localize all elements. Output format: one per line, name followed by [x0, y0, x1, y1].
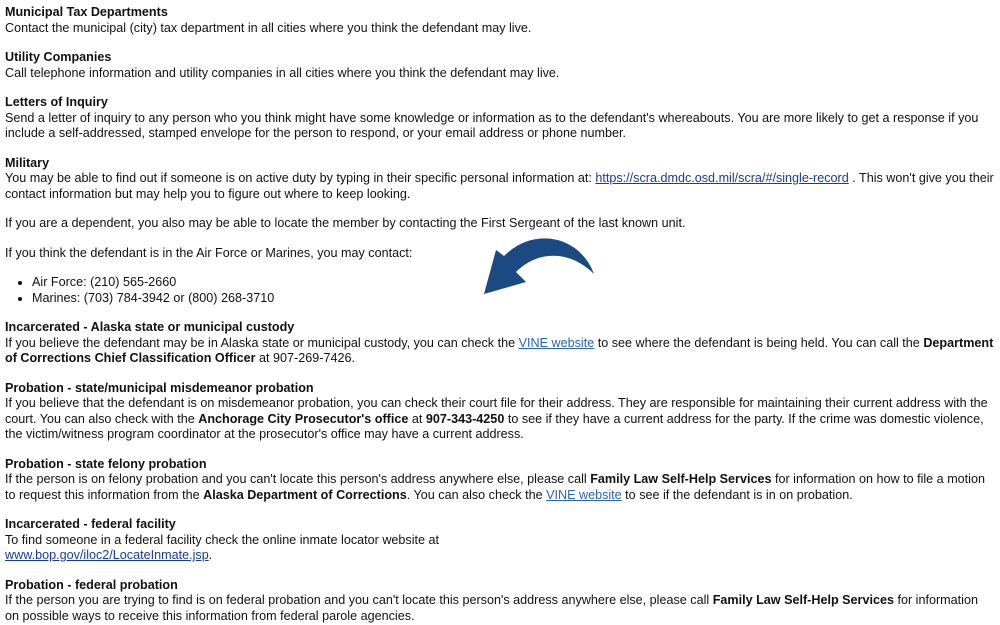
list-item: • Marines: (703) 784-3942 or (800) 268-3710	[32, 291, 995, 307]
bold-text: Department of Corrections Chief Classification Officer	[5, 335, 994, 365]
section-incarcerated-federal	[5, 517, 995, 564]
section-military	[5, 156, 995, 203]
bold-text: Alaska Department of Corrections	[203, 487, 407, 502]
bop-locator-link[interactable]: www.bop.gov/iloc2/LocateInmate.jsp	[5, 548, 209, 562]
body-text: at	[408, 411, 426, 426]
section-body: Contact the municipal (city) tax department in all cities where you think the defendant may live.	[5, 20, 532, 35]
list-item: • Air Force: (210) 565-2660	[32, 275, 995, 291]
vine-website-link[interactable]: VINE website	[546, 487, 622, 502]
section-heading: Utility Companies	[5, 50, 112, 64]
body-text: to see if the defendant is in on probation.	[621, 487, 853, 502]
body-text: to see if they have a current address for the party. If the crime was domestic violence, the victim/witness program coordinator at the prosecutor's office may have a current address.	[5, 411, 984, 441]
body-text: for information on possible ways to receive this information from federal parole agencies.	[5, 593, 978, 623]
section-heading: Military	[5, 155, 50, 170]
section-heading: Probation - state/municipal misdemeanor probation	[5, 380, 314, 395]
scra-link[interactable]: https://scra.dmdc.osd.mil/scra/#/single-record	[595, 171, 849, 185]
section-body: To find someone in a federal facility check the online inmate locator website at	[5, 532, 440, 547]
section-heading: Municipal Tax Departments	[5, 5, 168, 19]
section-body	[5, 171, 995, 202]
bold-text: Family Law Self-Help Services	[712, 593, 894, 607]
body-text: at 907-269-7426.	[255, 351, 355, 365]
section-probation-federal	[5, 578, 995, 625]
section-body	[5, 472, 995, 503]
bold-text: 907-343-4250	[425, 411, 505, 426]
body-text: for information on how to file a motion to request this information from the	[5, 472, 985, 502]
body-text: You may be able to find out if someone is on active duty by typing in their specific personal information at:	[5, 171, 596, 185]
body-text: If you believe the defendant may be in Alaska state or municipal custody, you can check the	[5, 335, 519, 350]
section-utility	[5, 50, 995, 81]
section-body	[5, 593, 995, 624]
bold-text: Anchorage City Prosecutor's office	[198, 411, 409, 426]
body-text: to see where the defendant is being held. You can call the	[594, 335, 924, 350]
section-heading: Letters of Inquiry	[5, 95, 108, 109]
section-heading: Incarcerated - Alaska state or municipal custody	[5, 320, 295, 334]
dependent-paragraph: If you are a dependent, you also may be able to locate the member by contacting the First Sergeant of the last known unit.	[5, 216, 686, 230]
bold-text: Family Law Self-Help Services	[590, 472, 772, 486]
section-heading: Probation - state felony probation	[5, 456, 207, 471]
section-body	[5, 336, 995, 367]
body-text: If you believe that the defendant is on misdemeanor probation, you can check their court file for their address. They are responsible for maintaining their current address with the court. You can also check with the	[5, 396, 988, 426]
curved-arrow-icon	[462, 228, 602, 328]
body-text: .	[208, 548, 213, 562]
section-body: Call telephone information and utility companies in all cities where you think the defendant may live.	[5, 65, 560, 80]
section-letters	[5, 95, 995, 142]
contact-intro-paragraph: If you think the defendant is in the Air Force or Marines, you may contact:	[5, 245, 413, 260]
body-text: . This won't give you their contact information but may help you to figure out where to keep looking.	[5, 171, 994, 201]
body-text: . You can also check the	[406, 487, 547, 502]
section-probation-misdemeanor	[5, 381, 995, 443]
body-text: If the person you are trying to find is on federal probation and you can't locate this person's address anywhere else, please call	[5, 593, 713, 607]
vine-website-link[interactable]: VINE website	[518, 335, 595, 350]
arrow-shaft	[484, 238, 594, 294]
section-municipal-tax	[5, 5, 995, 36]
section-probation-felony	[5, 457, 995, 504]
body-text: If the person is on felony probation and you can't locate this person's address anywhere else, please call	[5, 472, 591, 486]
section-heading: Incarcerated - federal facility	[5, 517, 176, 531]
section-heading: Probation - federal probation	[5, 577, 178, 592]
section-body	[5, 548, 995, 564]
section-body: Send a letter of inquiry to any person who you think might have some knowledge or information as to the defendant's whereabouts. You are more likely to get a response if you include a self-addressed, stamped envelope for the person to respond, or your email address or phone number.	[5, 110, 979, 140]
section-body	[5, 396, 995, 443]
